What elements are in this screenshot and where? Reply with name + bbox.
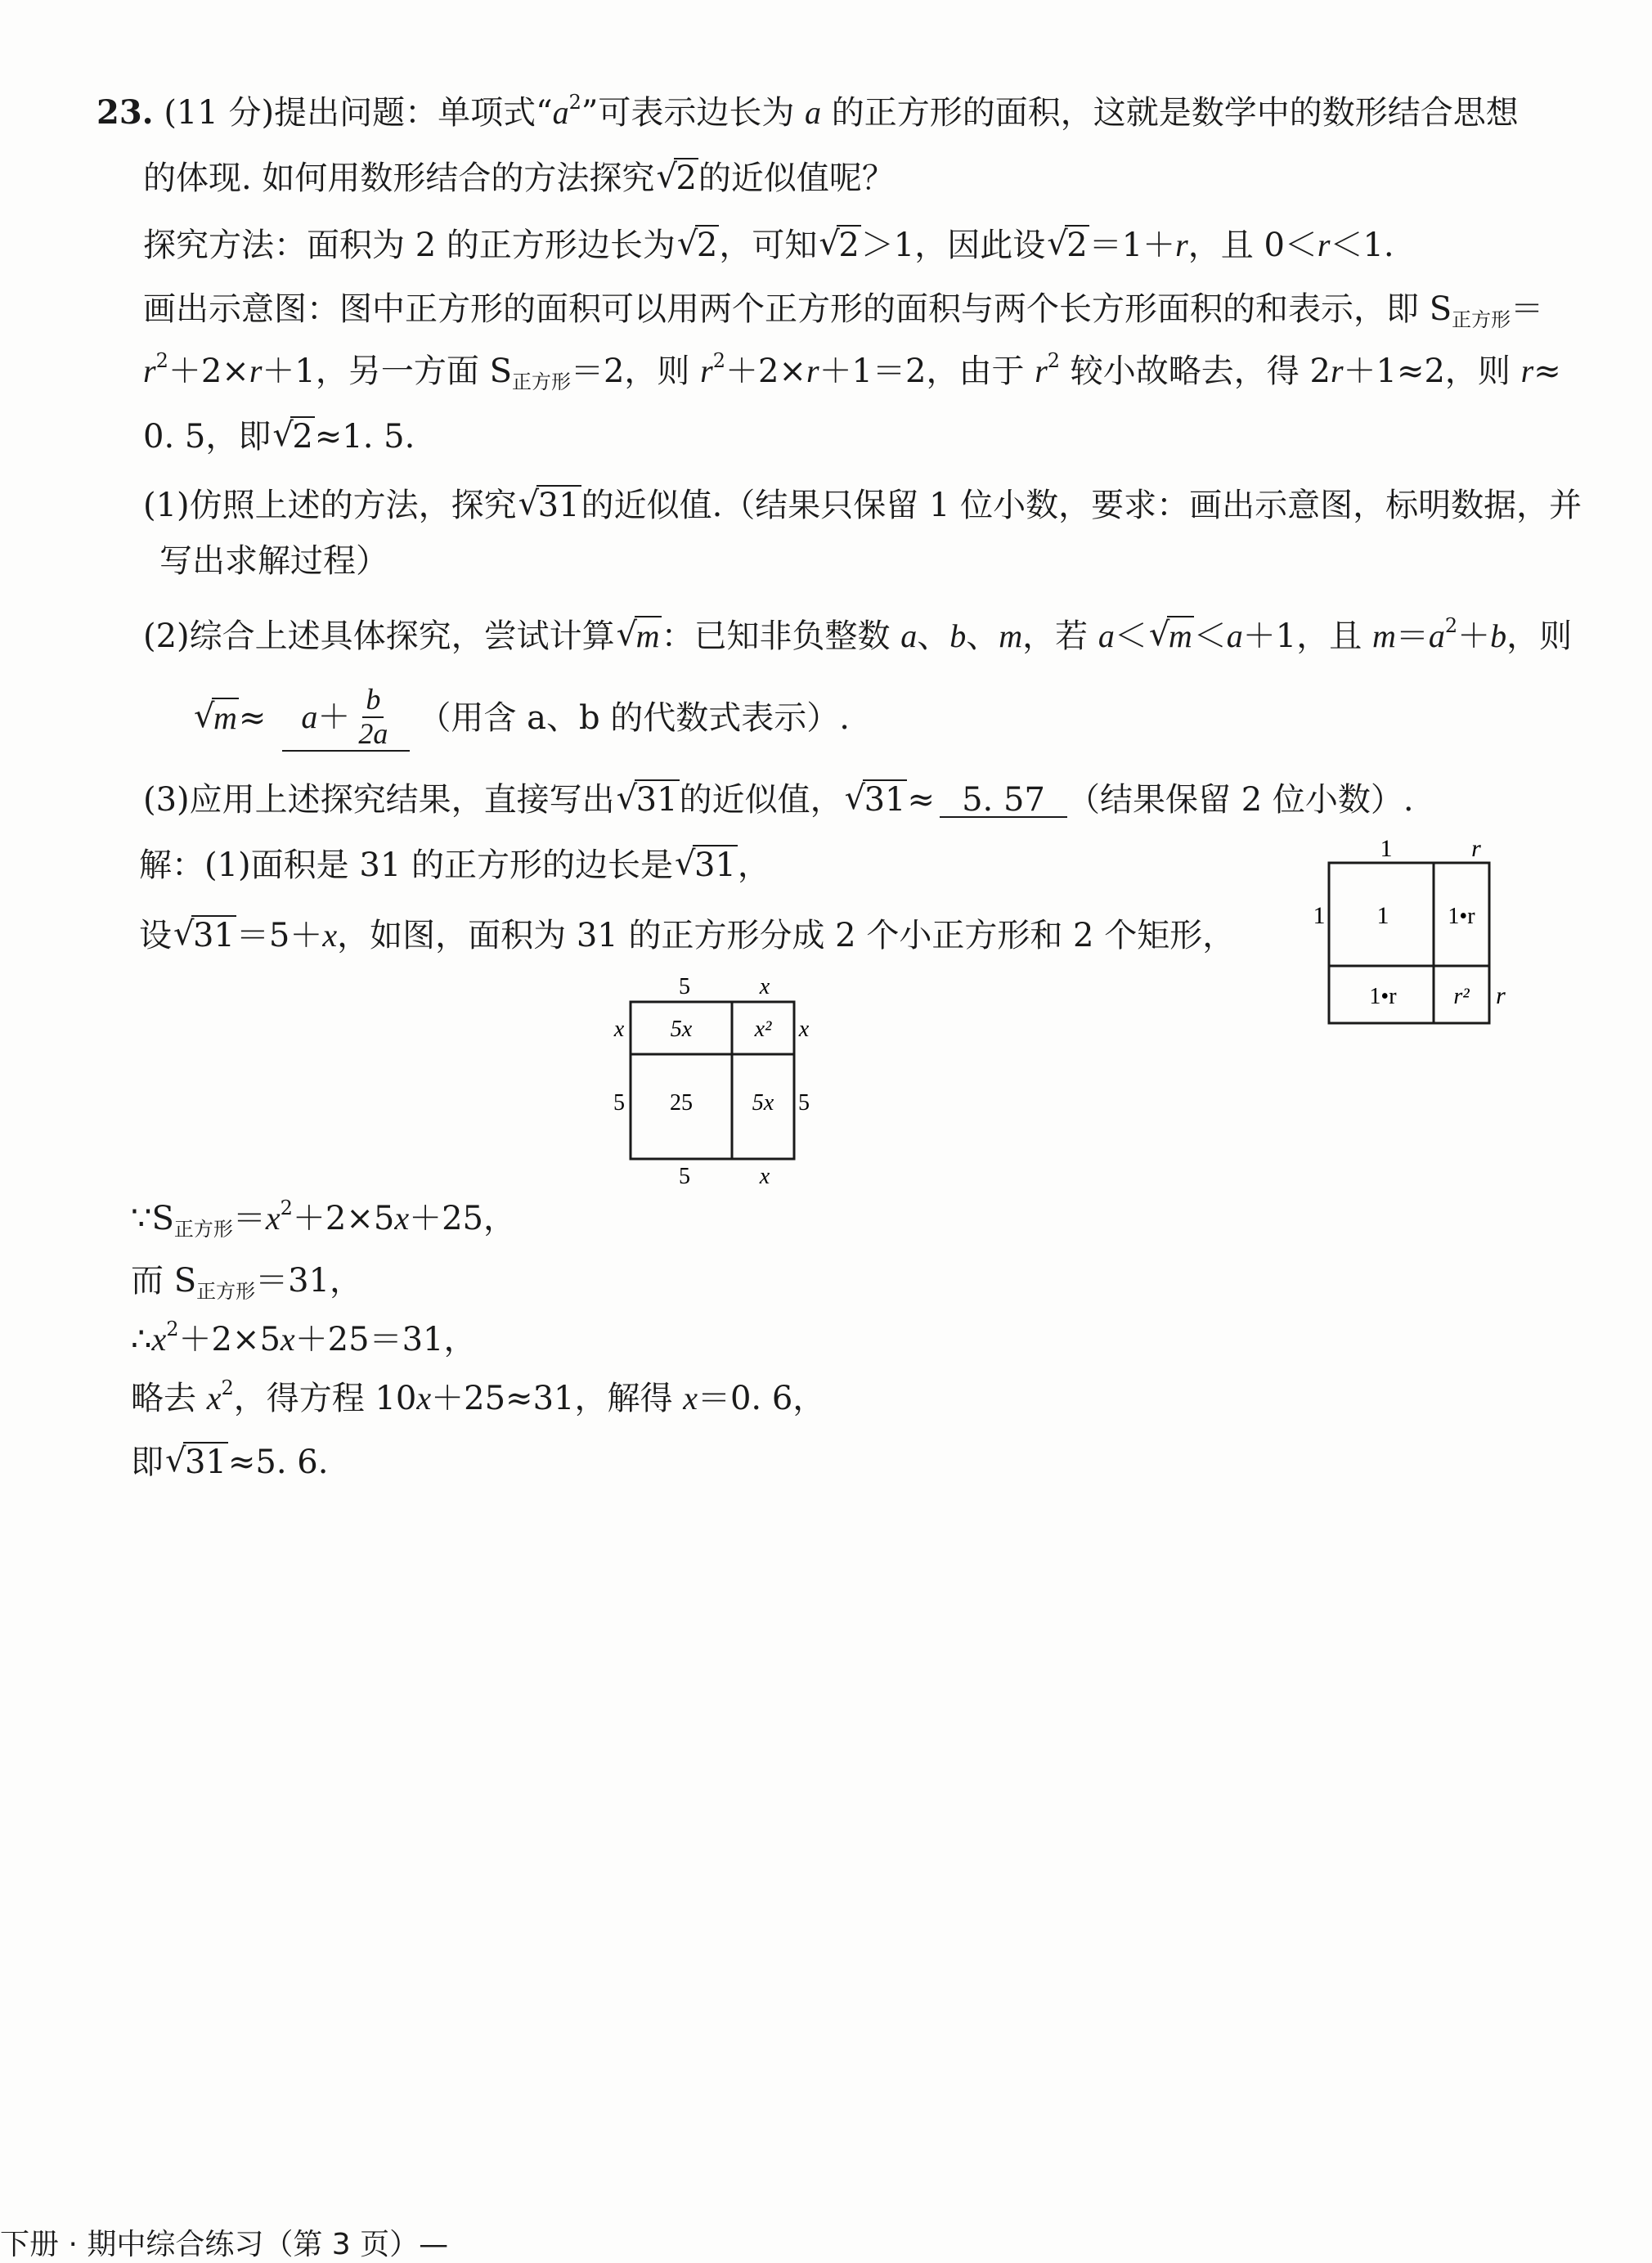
label-left-1: 1	[1313, 902, 1326, 929]
sqrt-2: √ 2	[656, 162, 698, 195]
label-top-1: 1	[1380, 838, 1393, 862]
question-intro-line2: 的体现. 如何用数形结合的方法探究√ 2的近似值呢？	[143, 162, 895, 195]
sqrt-31: √ 31	[518, 489, 581, 522]
question-intro-line1: 23. (11 分)提出问题：单项式“$a^2$”可表示边长为 a 的正方形的面积，这就是数学中的数形结合思想	[97, 91, 1519, 132]
part2-line2: √ m ≈ a ＋ $\frac{b}{2a}$ （用含 a、b 的代数式表示）.	[192, 684, 850, 752]
label-left-5: 5	[613, 1090, 625, 1116]
cell-tr: 1•r	[1448, 904, 1475, 929]
cell-bl: 25	[670, 1090, 693, 1116]
draw-line2: $r^2+2\times r+1$，另一方面 $S_{正方形}=2$，则 $r^2+2\times r+1=2$，由于 $r^2$ 较小故略去，得 2r＋1≈2，则 r≈	[143, 349, 1561, 393]
part1-line1: (1)仿照上述的方法，探究√ 31的近似值.（结果只保留 1 位小数，要求：画出示意图，标明数据，并	[143, 489, 1582, 522]
solution-line7: 即√ 31≈5. 6.	[131, 1446, 328, 1479]
label-right-5: 5	[798, 1090, 810, 1116]
label-top-x: x	[759, 974, 770, 999]
question-points: (11 分)	[164, 94, 275, 132]
solution-line2: 设√ 31＝5＋x，如图，面积为 31 的正方形分成 2 个小正方形和 2 个矩形，	[139, 919, 1235, 952]
solution-line3: $\because S_{正方形}=x^2+2\times 5x+25$，	[131, 1197, 516, 1241]
question-number: 23.	[97, 93, 154, 132]
label-bottom-5: 5	[679, 1164, 690, 1189]
cell-bl: 1•r	[1369, 984, 1397, 1009]
part3-answer: 5. 57	[940, 784, 1067, 818]
solution-line4: 而 $S_{正方形}=31$，	[131, 1262, 363, 1303]
cell-tr: x²	[754, 1017, 772, 1042]
label-left-x: x	[613, 1017, 625, 1042]
square-diagram-r	[1304, 838, 1525, 1043]
label-right-r: r	[1496, 982, 1506, 1009]
cell-br: 5x	[752, 1090, 774, 1116]
part2-answer: a ＋ $\frac{b}{2a}$	[282, 684, 410, 752]
square-diagram-x	[601, 969, 830, 1198]
label-top-5: 5	[679, 974, 690, 999]
part3-line: (3)应用上述探究结果，直接写出√ 31的近似值，√ 31≈ 5. 57 （结果保留 2 位小数）.	[143, 784, 1414, 818]
solution-line6: 略去 $x^2$，得方程 10x＋25≈31，解得 x＝0. 6，	[131, 1376, 826, 1417]
method-line: 探究方法：面积为 2 的正方形边长为√ 2，可知√ 2＞1，因此设√ 2＝1＋r，且 0＜r＜1.	[143, 229, 1394, 262]
solution-line1: 解：(1)面积是 31 的正方形的边长是√ 31，	[139, 849, 770, 882]
label-bottom-x: x	[759, 1164, 770, 1189]
solution-line5: $\therefore x^2+2\times 5x+25=31$，	[131, 1318, 477, 1358]
page-footer: 下册 · 期中综合练习（第 3 页）—	[0, 2228, 449, 2261]
label-top-r: r	[1471, 838, 1481, 862]
part2-line1: (2)综合上述具体探究，尝试计算√ m：已知非负整数 a、b、m，若 a＜√ m＜a＋1，且 $m=a^2+b$，则	[143, 620, 1572, 653]
label-right-x: x	[798, 1017, 810, 1042]
cell-tl: 1	[1376, 902, 1389, 929]
cell-tl: 5x	[670, 1017, 693, 1042]
part1-line2: 写出求解过程）	[159, 542, 388, 580]
draw-line3: 0. 5，即√ 2≈1. 5.	[143, 420, 415, 453]
draw-line1: 画出示意图：图中正方形的面积可以用两个正方形的面积与两个长方形面积的和表示，即 $S_{正方形}=$	[143, 290, 1544, 331]
cell-br: r²	[1453, 984, 1470, 1009]
fraction-b-over-2a: $\frac{b}{2a}$	[358, 683, 388, 750]
